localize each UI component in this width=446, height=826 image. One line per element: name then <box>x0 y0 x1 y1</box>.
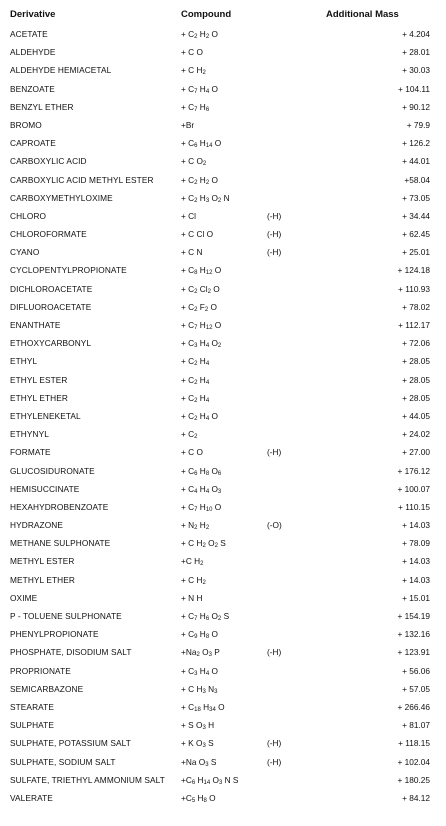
compound-cell: + $C_7$ $H_{10}$ O <box>181 501 222 513</box>
mass-cell: + 123.91 <box>397 647 430 658</box>
derivative-cell: CHLORO <box>10 210 47 221</box>
derivative-cell: ALDEHYDE HEMIACETAL <box>10 65 112 76</box>
derivative-cell: GLUCOSIDURONATE <box>10 465 95 476</box>
mass-cell: + 84.12 <box>402 792 430 803</box>
mass-cell: + 90.12 <box>402 101 430 112</box>
mass-cell: + 27.00 <box>402 447 430 458</box>
compound-cell: + Cl <box>181 210 196 221</box>
derivative-table <box>0 25 446 807</box>
table-row <box>0 589 446 607</box>
compound-cell: + $C_7$ $H_6$ $O_2$ S <box>181 611 230 622</box>
compound-cell: + $C_2$ $Cl_2$ O <box>181 283 220 295</box>
mass-cell: + 44.05 <box>402 410 430 421</box>
note-cell: (-H) <box>267 447 282 458</box>
compound-cell: + C N <box>181 247 203 258</box>
table-row <box>0 207 446 225</box>
compound-cell: + $C_7$ $H_6$ <box>181 101 210 113</box>
mass-cell: + 78.02 <box>402 301 430 312</box>
derivative-cell: HEMISUCCINATE <box>10 483 80 494</box>
mass-cell: + 154.19 <box>397 611 430 621</box>
mass-cell: + 57.05 <box>402 683 430 694</box>
derivative-cell: FORMATE <box>10 447 51 458</box>
mass-cell: + 24.02 <box>402 429 430 440</box>
table-row <box>0 534 446 552</box>
derivative-cell: ACETATE <box>10 29 48 39</box>
mass-cell: + 104.11 <box>398 83 430 94</box>
derivative-cell: CHLOROFORMATE <box>10 229 87 240</box>
mass-cell: + 72.06 <box>402 338 430 349</box>
mass-cell: +58.04 <box>404 174 430 185</box>
mass-cell: + 30.03 <box>402 65 430 76</box>
table-row <box>0 316 446 334</box>
derivative-cell: CAPROATE <box>10 138 56 149</box>
table-row <box>0 771 446 789</box>
derivative-cell: ETHYLENEKETAL <box>10 410 81 421</box>
derivative-cell: CARBOXYLIC ACID METHYL ESTER <box>10 174 154 185</box>
table-row <box>0 516 446 534</box>
compound-cell: +Na $O_3$ S <box>181 756 217 768</box>
mass-cell: + 28.05 <box>402 374 430 385</box>
table-row <box>0 261 446 279</box>
derivative-cell: ENANTHATE <box>10 320 61 330</box>
derivative-cell: BENZYL ETHER <box>10 101 74 112</box>
table-row <box>0 662 446 680</box>
compound-cell: $+C_6$ $H_{14}$ $O_3$ N S <box>181 774 239 786</box>
derivative-cell: DIFLUOROACETATE <box>10 301 92 312</box>
mass-cell: + 81.07 <box>402 720 430 731</box>
compound-cell: + C $H_2$ <box>181 65 206 77</box>
derivative-cell: PHOSPHATE, DISODIUM SALT <box>10 647 132 658</box>
table-row <box>0 698 446 716</box>
mass-cell: + 102.04 <box>397 756 430 767</box>
table-row <box>0 625 446 643</box>
note-cell: (-H) <box>267 210 282 221</box>
mass-cell: + 34.44 <box>402 210 430 221</box>
derivative-cell: PHENYLPROPIONATE <box>10 629 99 640</box>
compound-cell: + $C_2$ $H_4$ <box>181 374 210 386</box>
derivative-cell: ALDEHYDE <box>10 47 56 58</box>
compound-cell: + $C_2$ <box>181 429 198 441</box>
compound-cell: + $C_2$ $H_4$ <box>181 392 210 404</box>
mass-cell: + 180.25 <box>397 774 430 785</box>
table-row <box>0 61 446 79</box>
table-row <box>0 753 446 771</box>
derivative-cell: CYCLOPENTYLPROPIONATE <box>10 265 127 276</box>
note-cell: (-H) <box>267 229 282 240</box>
derivative-cell: SULPHATE, SODIUM SALT <box>10 756 116 767</box>
note-cell: (-H) <box>267 738 282 749</box>
compound-cell: + $C_2$ $H_2$ O <box>181 29 218 40</box>
table-row <box>0 443 446 461</box>
mass-cell: + 78.09 <box>402 538 430 549</box>
mass-cell: + 110.15 <box>398 501 430 512</box>
mass-cell: + 79.9 <box>406 119 430 130</box>
compound-cell: + $C_{18}$ $H_{34}$ O <box>181 701 225 713</box>
mass-cell: + 44.01 <box>402 156 430 167</box>
compound-cell: + $C_2$ $H_2$ O <box>181 174 218 186</box>
table-row <box>0 789 446 807</box>
derivative-cell: CYANO <box>10 247 40 258</box>
table-row <box>0 462 446 480</box>
mass-cell: + 28.01 <box>402 47 430 58</box>
table-row <box>0 171 446 189</box>
mass-cell: + 112.17 <box>398 320 430 330</box>
mass-cell: + 132.16 <box>397 629 430 640</box>
table-row <box>0 43 446 61</box>
compound-cell: + S $O_3$ H <box>181 720 215 732</box>
mass-cell: + 110.93 <box>398 283 430 294</box>
compound-cell: + $C_4$ $H_4$ $O_3$ <box>181 483 222 495</box>
derivative-cell: OXIME <box>10 592 38 603</box>
derivative-cell: CARBOXYMETHYLOXIME <box>10 192 113 203</box>
table-row <box>0 152 446 170</box>
compound-cell: + $C_2$ $H_4$ <box>181 356 210 368</box>
mass-cell: + 14.03 <box>402 520 430 531</box>
table-row <box>0 680 446 698</box>
mass-cell: + 25.01 <box>402 247 430 258</box>
mass-cell: + 28.05 <box>402 356 430 367</box>
note-cell: (-H) <box>267 647 282 658</box>
table-row <box>0 225 446 243</box>
table-row <box>0 243 446 261</box>
derivative-cell: ETHYL ETHER <box>10 392 68 403</box>
derivative-cell: BROMO <box>10 119 42 130</box>
table-row <box>0 571 446 589</box>
derivative-cell: METHANE SULPHONATE <box>10 538 111 549</box>
compound-cell: +Br <box>181 119 195 130</box>
derivative-cell: CARBOXYLIC ACID <box>10 156 87 167</box>
derivative-cell: VALERATE <box>10 792 53 803</box>
table-row <box>0 352 446 370</box>
derivative-cell: ETHYL <box>10 356 38 367</box>
mass-cell: + 15.01 <box>402 592 430 603</box>
compound-cell: + $C_2$ $F_2$ O <box>181 301 217 313</box>
derivative-cell: SEMICARBAZONE <box>10 683 84 694</box>
compound-cell: + $C_7$ $H_{12}$ O <box>181 320 222 331</box>
mass-cell: + 14.03 <box>402 574 430 585</box>
compound-cell: + C $H_2$ $O_2$ S <box>181 538 226 550</box>
compound-cell: + $C_9$ $H_8$ O <box>181 629 218 641</box>
derivative-cell: ETHOXYCARBONYL <box>10 338 92 349</box>
compound-cell: + C $O_2$ <box>181 156 207 168</box>
compound-cell: + C $H_3$ $N_3$ <box>181 683 218 695</box>
derivative-cell: P - TOLUENE SULPHONATE <box>10 611 122 621</box>
table-row <box>0 425 446 443</box>
derivative-cell: STEARATE <box>10 701 54 712</box>
table-row <box>0 389 446 407</box>
table-row <box>0 280 446 298</box>
mass-cell: + 124.18 <box>397 265 430 276</box>
mass-cell: + 28.05 <box>402 392 430 403</box>
table-row <box>0 298 446 316</box>
derivative-cell: SULPHATE <box>10 720 54 731</box>
derivative-cell: HEXAHYDROBENZOATE <box>10 501 109 512</box>
table-row <box>0 134 446 152</box>
derivative-cell: SULPHATE, POTASSIUM SALT <box>10 738 131 749</box>
compound-cell: + C $H_2$ <box>181 574 206 586</box>
compound-cell: +C $H_2$ <box>181 556 204 568</box>
note-cell: (-H) <box>267 756 282 767</box>
derivative-cell: ETHYL ESTER <box>10 374 68 385</box>
table-row <box>0 716 446 734</box>
mass-cell: + 56.06 <box>402 665 430 676</box>
table-row <box>0 552 446 570</box>
compound-cell: + C O <box>181 47 203 58</box>
table-row <box>0 643 446 661</box>
derivative-cell: BENZOATE <box>10 83 55 94</box>
compound-cell: + $C_8$ $H_{12}$ O <box>181 265 222 277</box>
table-row <box>0 98 446 116</box>
table-row <box>0 480 446 498</box>
table-row <box>0 498 446 516</box>
mass-cell: + 126.2 <box>402 138 430 149</box>
mass-cell: + 62.45 <box>402 229 430 240</box>
mass-cell: + 266.46 <box>397 701 430 712</box>
table-row <box>0 734 446 752</box>
derivative-cell: METHYL ESTER <box>10 556 75 567</box>
compound-cell: + N H <box>181 592 203 603</box>
header-derivative: Derivative <box>10 9 56 20</box>
compound-cell: + C Cl O <box>181 229 214 240</box>
mass-cell: + 73.05 <box>402 192 430 203</box>
header-additional-mass: Additional Mass <box>326 9 399 20</box>
compound-cell: + $C_6$ $H_{14}$ O <box>181 138 222 150</box>
table-row <box>0 80 446 98</box>
compound-cell: + $C_2$ $H_3$ $O_2$ N <box>181 192 230 204</box>
table-row <box>0 334 446 352</box>
derivative-cell: HYDRAZONE <box>10 520 63 531</box>
mass-cell: + 14.03 <box>402 556 430 567</box>
mass-cell: + 100.07 <box>397 483 430 494</box>
compound-cell: + $N_2$ $H_2$ <box>181 520 210 532</box>
derivative-cell: SULFATE, TRIETHYL AMMONIUM SALT <box>10 774 165 785</box>
compound-cell: + $C_7$ $H_4$ O <box>181 83 218 95</box>
compound-cell: + C O <box>181 447 203 458</box>
compound-cell: + K $O_3$ S <box>181 738 214 750</box>
derivative-cell: PROPRIONATE <box>10 665 71 676</box>
table-row <box>0 25 446 43</box>
header-compound: Compound <box>181 9 232 20</box>
note-cell: (-H) <box>267 247 282 258</box>
derivative-cell: ETHYNYL <box>10 429 49 440</box>
compound-cell: $+Na_2$ $O_3$ P <box>181 647 220 659</box>
compound-cell: + $C_2$ $H_4$ O <box>181 410 218 422</box>
table-row <box>0 189 446 207</box>
mass-cell: + 176.12 <box>397 465 430 476</box>
mass-cell: + 4.204 <box>402 29 430 39</box>
derivative-cell: METHYL ETHER <box>10 574 75 585</box>
derivative-cell: DICHLOROACETATE <box>10 283 93 294</box>
note-cell: (-O) <box>267 520 282 531</box>
mass-cell: + 118.15 <box>398 738 430 749</box>
compound-cell: + $C_3$ $H_4$ $O_2$ <box>181 338 222 350</box>
compound-cell: + $C_6$ $H_8$ $O_6$ <box>181 465 222 477</box>
table-row <box>0 407 446 425</box>
table-row <box>0 371 446 389</box>
compound-cell: + $C_3$ $H_4$ O <box>181 665 218 677</box>
compound-cell: $+C_5$ $H_8$ O <box>181 792 216 804</box>
table-row <box>0 607 446 625</box>
table-row <box>0 116 446 134</box>
